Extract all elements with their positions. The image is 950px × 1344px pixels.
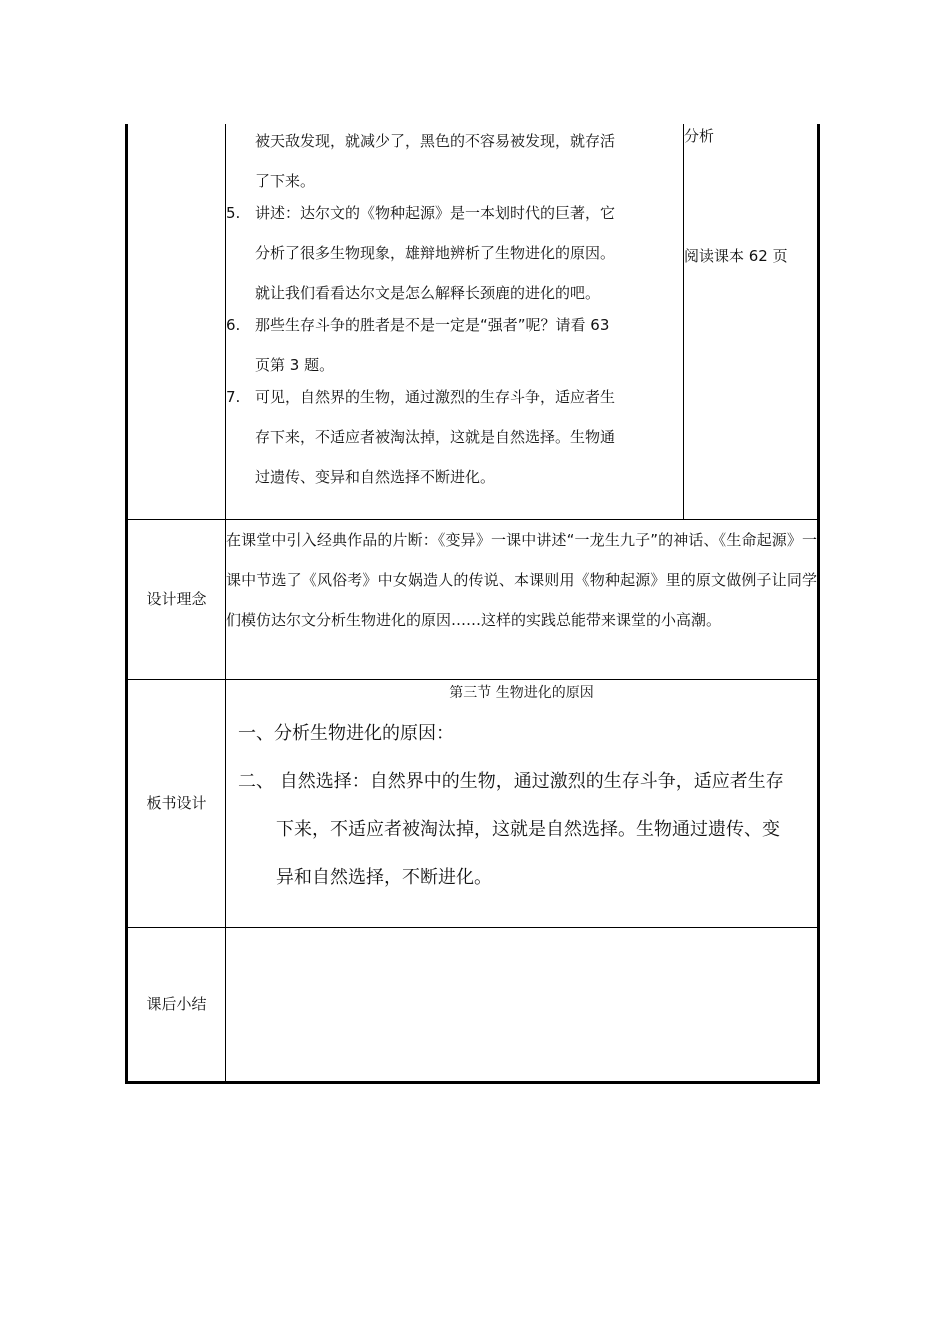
board-design-content <box>226 679 819 927</box>
design-concept-row <box>127 519 819 679</box>
board-item: 二、 自然选择：自然界中的生物，通过激烈的生存斗争，适应者生存下来，不适应者被淘汰掉，这就是自然选择。生物通过遗传、变异和自然选择，不断进化。 <box>238 770 784 888</box>
step-line: 可见，自然界的生物，通过激烈的生存斗争，适应者生 <box>255 388 616 406</box>
step-5 <box>226 201 683 313</box>
student-note: 分析 <box>684 127 715 145</box>
lesson-plan-table <box>125 124 820 1084</box>
summary-row <box>127 927 819 1082</box>
board-design-row <box>127 679 819 927</box>
step-line: 页第 3 题。 <box>255 356 335 374</box>
board-item: 一、分析生物进化的原因： <box>238 722 454 744</box>
teaching-process-label-cell <box>127 124 226 519</box>
step-number: 6. <box>226 316 241 334</box>
design-concept-label: 设计理念 <box>127 519 226 679</box>
step-line: 分析了很多生物现象，雄辩地辨析了生物进化的原因。 <box>255 244 616 262</box>
step-line: 了下来。 <box>255 172 316 190</box>
step-number: 7. <box>226 388 241 406</box>
step-line: 讲述：达尔文的《物种起源》是一本划时代的巨著，它 <box>255 204 616 222</box>
board-heading: 第三节 生物进化的原因 <box>449 684 594 701</box>
step-continuation <box>226 124 683 201</box>
step-line: 被天敌发现，就减少了，黑色的不容易被发现，就存活 <box>255 132 616 150</box>
board-design-label: 板书设计 <box>127 679 226 927</box>
teaching-process-row <box>127 124 819 519</box>
student-notes-cell <box>684 124 819 519</box>
design-concept-text: 在课堂中引入经典作品的片断：《变异》一课中讲述“一龙生九子”的神话、《生命起源》一课中节选了《风俗考》中女娲造人的传说、本课则用《物种起源》里的原文做例子让同学们模仿达尔文分析生物进化的原因……这样的实践总能带来课堂的小高潮。 <box>226 519 819 679</box>
student-note: 阅读课本 62 页 <box>684 247 788 265</box>
step-7 <box>226 385 683 497</box>
summary-label: 课后小结 <box>127 927 226 1082</box>
teaching-steps-cell <box>226 124 684 519</box>
summary-content <box>226 927 819 1082</box>
step-line: 那些生存斗争的胜者是不是一定是“强者”呢？请看 63 <box>255 316 610 334</box>
step-number: 5. <box>226 204 241 222</box>
step-line: 就让我们看看达尔文是怎么解释长颈鹿的进化的吧。 <box>255 284 601 302</box>
step-line: 过遗传、变异和自然选择不断进化。 <box>255 468 496 486</box>
step-6 <box>226 313 683 385</box>
step-line: 存下来，不适应者被淘汰掉，这就是自然选择。生物通 <box>255 428 616 446</box>
